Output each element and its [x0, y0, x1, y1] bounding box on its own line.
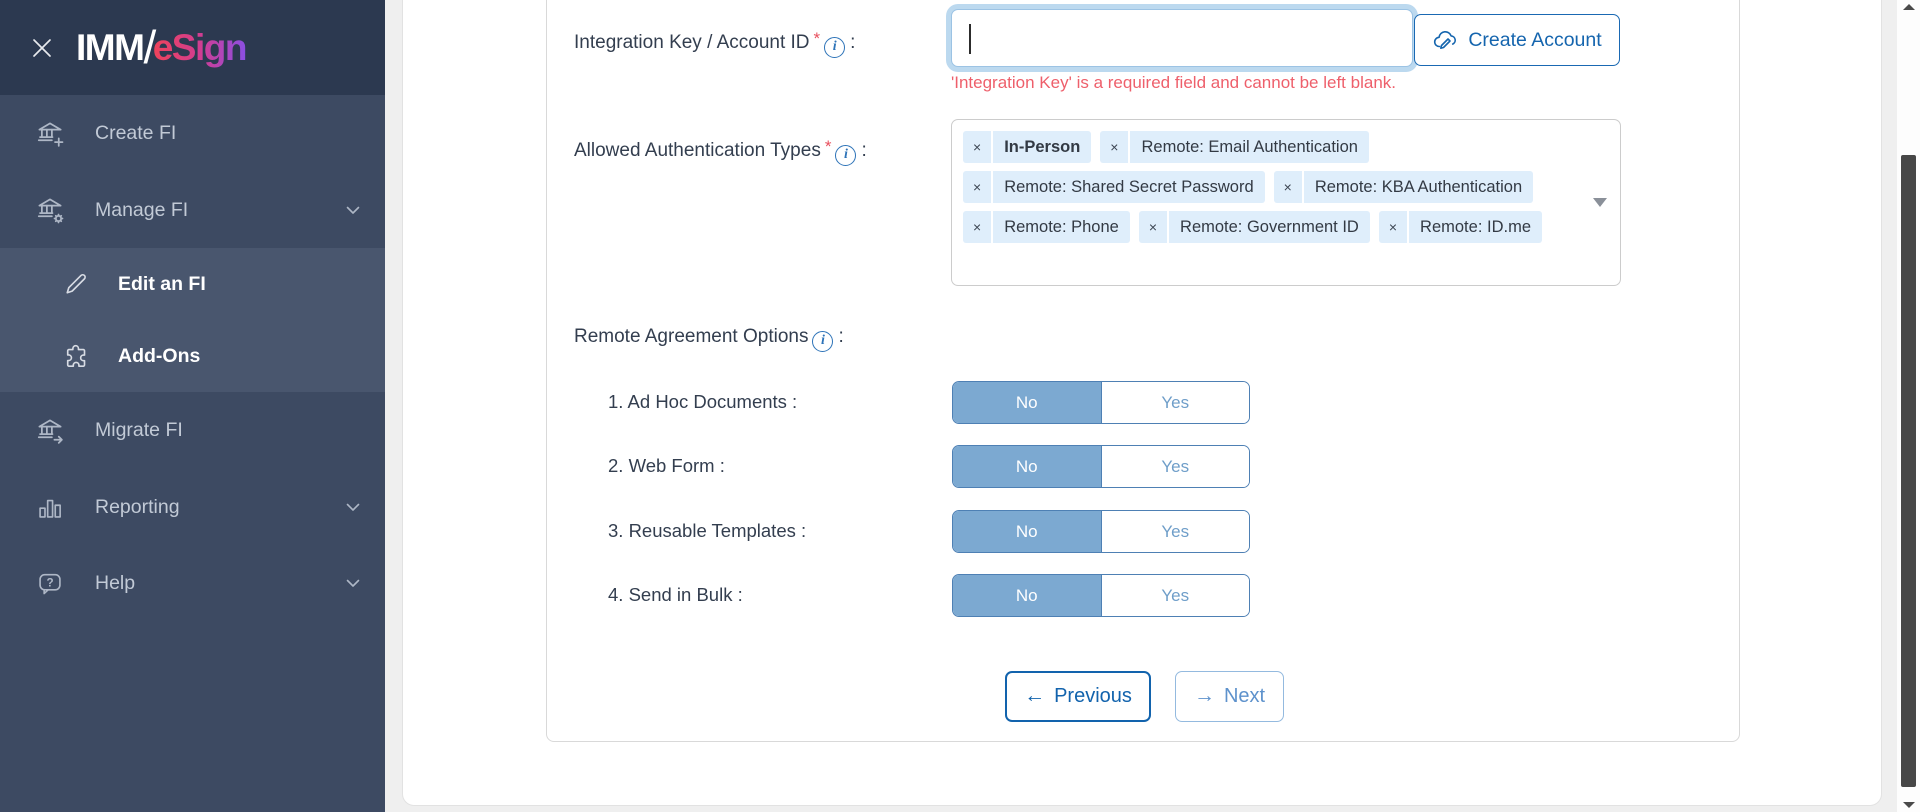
send-in-bulk-label: 4. Send in Bulk :	[608, 584, 743, 605]
pencil-icon	[60, 268, 92, 300]
remove-tag-icon[interactable]: ×	[963, 211, 993, 243]
integration-key-label	[574, 29, 855, 58]
toggle-yes-option[interactable]: Yes	[1101, 575, 1250, 616]
previous-button[interactable]	[1005, 671, 1151, 722]
remove-tag-icon[interactable]: ×	[1139, 211, 1169, 243]
chevron-down-icon	[346, 579, 360, 588]
auth-tag	[1139, 211, 1370, 243]
label-colon: :	[838, 326, 844, 347]
tag-label: In-Person	[1004, 137, 1081, 156]
web-form-label: 2. Web Form :	[608, 455, 725, 476]
create-account-label: Create Account	[1468, 28, 1602, 51]
sidebar-item-manage-fi[interactable]	[0, 172, 385, 248]
info-icon[interactable]: i	[824, 37, 845, 58]
sidebar	[0, 0, 385, 812]
auth-tag	[1274, 171, 1534, 203]
toggle-yes-option[interactable]: Yes	[1101, 382, 1250, 423]
previous-label: Previous	[1054, 685, 1132, 707]
info-icon[interactable]: i	[835, 145, 856, 166]
label-colon: :	[861, 140, 867, 161]
bar-chart-icon	[34, 491, 66, 523]
tag-label: Remote: KBA Authentication	[1314, 177, 1523, 196]
app-logo	[76, 21, 246, 75]
adhoc-documents-toggle	[952, 381, 1250, 424]
create-account-button[interactable]	[1414, 14, 1620, 66]
logo-esign: eSign	[152, 26, 246, 68]
sidebar-item-migrate-fi[interactable]	[0, 392, 385, 469]
cloud-edit-icon	[1432, 29, 1459, 51]
label-text: Allowed Authentication Types	[574, 140, 821, 161]
main-content	[385, 0, 1920, 812]
bank-arrow-icon	[34, 415, 66, 447]
integration-key-error: 'Integration Key' is a required field and cannot be left blank.	[951, 73, 1396, 92]
sidebar-header	[0, 0, 385, 95]
chevron-down-icon	[346, 206, 360, 215]
next-label: Next	[1223, 685, 1266, 707]
label-text: Remote Agreement Options	[574, 326, 809, 347]
web-form-toggle	[952, 445, 1250, 488]
sidebar-item-label: Migrate FI	[95, 419, 183, 441]
sidebar-item-label: Help	[95, 572, 136, 594]
sidebar-item-label: Reporting	[95, 495, 180, 518]
remove-tag-icon[interactable]: ×	[1274, 171, 1304, 203]
scroll-up-icon[interactable]	[1901, 2, 1916, 12]
sidebar-item-create-fi[interactable]	[0, 95, 385, 172]
remote-options-label	[574, 326, 844, 352]
form-card	[546, 0, 1740, 742]
tag-label: Remote: Phone	[1004, 217, 1119, 236]
auth-tag	[963, 171, 1265, 203]
scrollbar-thumb[interactable]	[1901, 155, 1916, 787]
puzzle-icon	[60, 340, 92, 372]
remove-tag-icon[interactable]: ×	[1100, 131, 1130, 163]
text-cursor	[969, 24, 971, 54]
label-text: Integration Key / Account ID	[574, 32, 810, 53]
toggle-no-option[interactable]: No	[953, 575, 1101, 616]
toggle-yes-option[interactable]: Yes	[1101, 511, 1250, 552]
right-arrow-icon: →	[1193, 684, 1215, 707]
vertical-scrollbar[interactable]	[1897, 0, 1920, 812]
sidebar-item-label: Add-Ons	[118, 344, 201, 367]
reusable-templates-label: 3. Reusable Templates :	[608, 520, 807, 541]
bank-plus-icon	[34, 118, 66, 150]
dropdown-caret-icon[interactable]	[1593, 198, 1607, 207]
integration-key-input[interactable]	[968, 16, 1398, 60]
auth-tag	[1379, 211, 1542, 243]
auth-tag	[1100, 131, 1369, 163]
remove-tag-icon[interactable]: ×	[963, 131, 993, 163]
remove-tag-icon[interactable]: ×	[1379, 211, 1409, 243]
label-colon: :	[850, 32, 856, 53]
sidebar-item-label: Manage FI	[95, 198, 189, 221]
logo-slash: /	[143, 20, 155, 73]
toggle-yes-option[interactable]: Yes	[1101, 446, 1250, 487]
reusable-templates-toggle	[952, 510, 1250, 553]
toggle-no-option[interactable]: No	[953, 446, 1101, 487]
tag-label: Remote: Shared Secret Password	[1004, 177, 1254, 196]
required-asterisk: *	[813, 29, 821, 48]
sidebar-item-add-ons[interactable]	[0, 320, 385, 392]
required-asterisk: *	[824, 137, 832, 156]
info-icon[interactable]: i	[812, 331, 833, 352]
sidebar-item-help[interactable]	[0, 545, 385, 622]
manage-fi-submenu	[0, 248, 385, 392]
send-in-bulk-toggle	[952, 574, 1250, 617]
sidebar-item-edit-an-fi[interactable]	[0, 248, 385, 320]
tag-label: Remote: Government ID	[1180, 217, 1359, 236]
integration-key-input-wrap	[951, 9, 1413, 67]
next-button[interactable]	[1175, 671, 1284, 722]
close-icon[interactable]	[30, 36, 54, 60]
auth-tag	[963, 131, 1091, 163]
remove-tag-icon[interactable]: ×	[963, 171, 993, 203]
auth-types-multiselect[interactable]	[951, 119, 1621, 286]
adhoc-documents-label: 1. Ad Hoc Documents :	[608, 391, 798, 412]
toggle-no-option[interactable]: No	[953, 511, 1101, 552]
sidebar-item-label: Edit an FI	[118, 272, 206, 295]
help-bubble-icon	[34, 568, 66, 600]
svg-text:?: ?	[46, 575, 54, 589]
sidebar-item-label: Create FI	[95, 122, 177, 144]
scroll-down-icon[interactable]	[1901, 800, 1916, 810]
auth-types-label	[574, 137, 867, 166]
tag-label: Remote: ID.me	[1420, 217, 1531, 236]
bank-gear-icon	[34, 194, 66, 226]
toggle-no-option[interactable]: No	[953, 382, 1101, 423]
logo-imm: IMM	[76, 26, 144, 68]
sidebar-item-reporting[interactable]	[0, 469, 385, 545]
tag-label: Remote: Email Authentication	[1141, 137, 1358, 156]
chevron-down-icon	[346, 503, 360, 512]
left-arrow-icon: ←	[1024, 684, 1046, 707]
auth-tag	[963, 211, 1130, 243]
